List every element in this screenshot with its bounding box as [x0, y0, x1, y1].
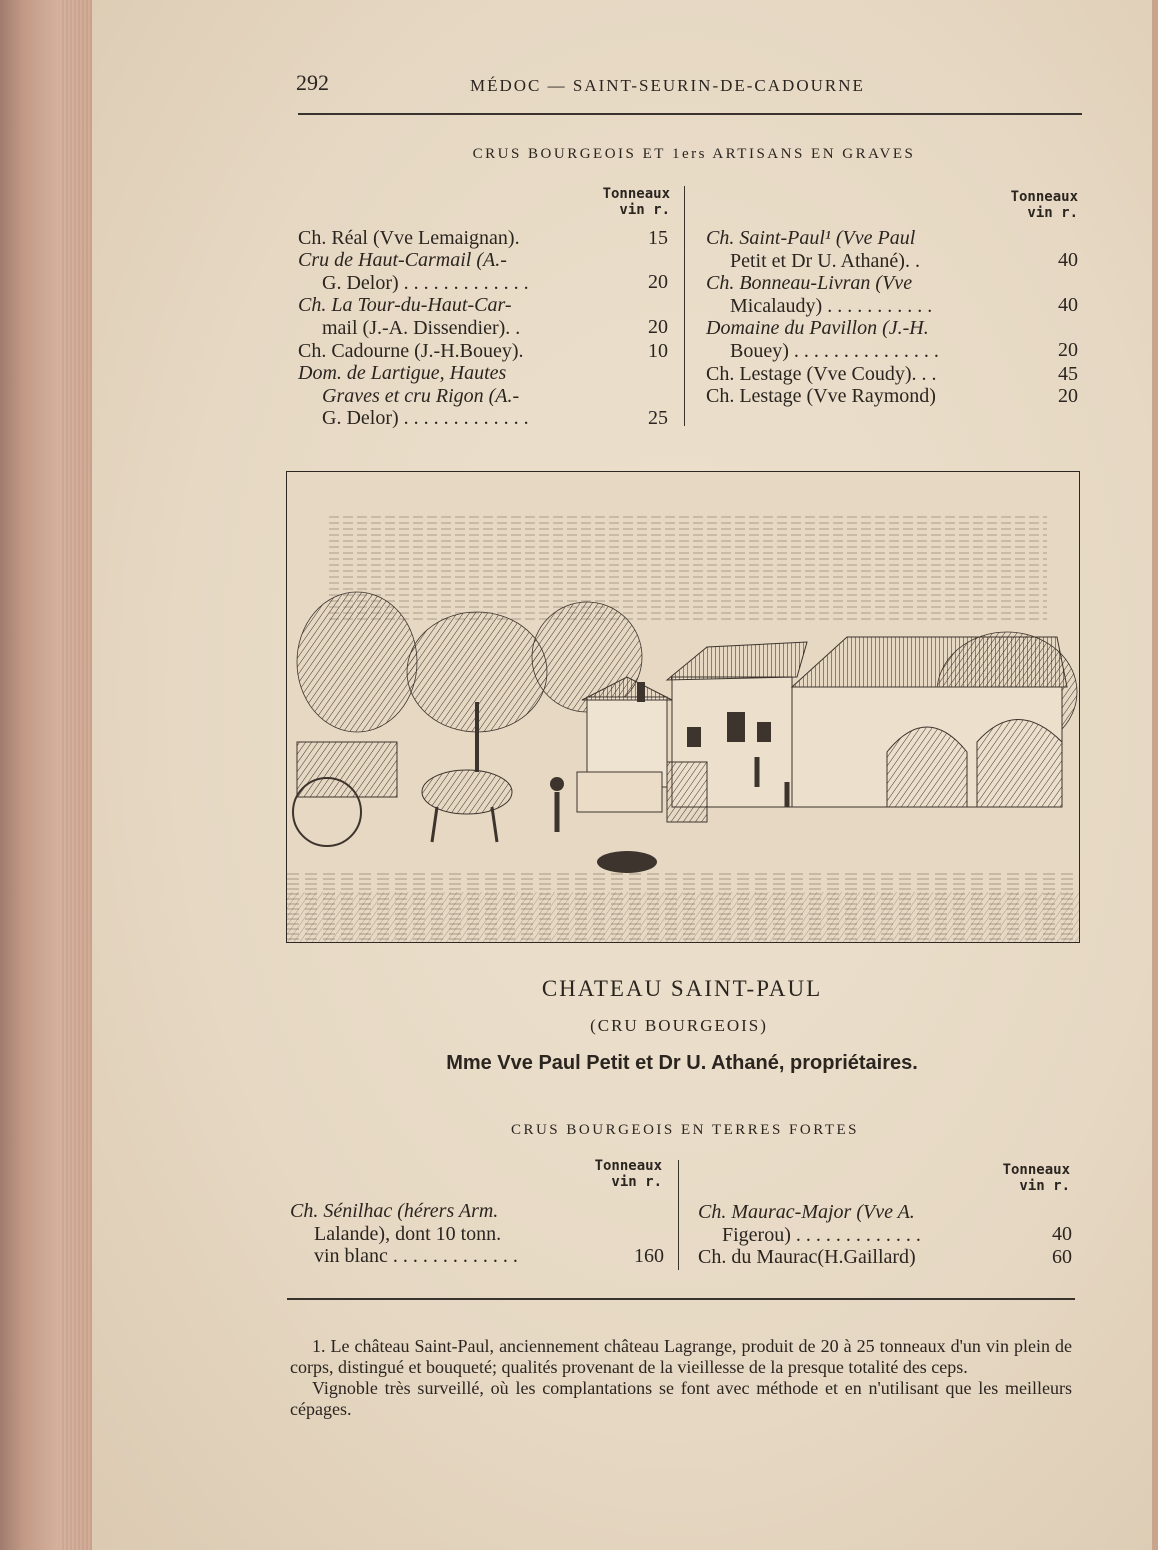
caption-subtitle: (CRU BOURGEOIS)	[590, 1016, 768, 1035]
caption-owner: Mme Vve Paul Petit et Dr U. Athané, propriétaires.	[446, 1052, 918, 1074]
entry-value: 40	[1058, 249, 1078, 271]
entry-line: Micalaudy) . . . . . . . . . . .	[730, 294, 933, 317]
entry-line: Ch. Bonneau-Livran (Vve	[706, 272, 913, 294]
list-item	[298, 294, 668, 339]
entry-line: Ch. Saint-Paul¹ (Vve Paul	[706, 227, 916, 249]
list-item	[706, 272, 1078, 317]
entry-line: Ch. Cadourne (J.-H.Bouey).	[298, 340, 524, 362]
entry-value: 10	[648, 340, 668, 362]
section1-column-divider	[684, 186, 685, 426]
entry-line: Bouey) . . . . . . . . . . . . . . .	[730, 339, 939, 362]
col-head-line: Tonneaux	[602, 186, 670, 202]
col-head-line: vin r.	[619, 202, 670, 218]
entry-line: mail (J.-A. Dissendier). .	[322, 316, 521, 339]
footnote-paragraph: Vignoble très surveillé, où les complantations se font avec méthode et en n'utilisant que les meilleurs cépages.	[290, 1378, 1072, 1419]
entry-line: Lalande), dont 10 tonn.	[314, 1222, 502, 1245]
list-item	[698, 1246, 1072, 1269]
col-head-line: vin r.	[1027, 205, 1078, 221]
entry-line: Ch. La Tour-du-Haut-Car-	[298, 294, 512, 316]
entry-value: 20	[1058, 339, 1078, 361]
entry-value: 20	[648, 271, 668, 293]
col-head-line: Tonneaux	[1010, 189, 1078, 205]
engraving-drawing	[287, 472, 1079, 942]
running-title: MÉDOC — SAINT-SEURIN-DE-CADOURNE	[470, 76, 865, 95]
entry-value: 45	[1058, 363, 1078, 385]
entry-line: Graves et cru Rigon (A.-	[322, 384, 520, 407]
entry-line: Ch. du Maurac(H.Gaillard)	[698, 1246, 916, 1268]
col-head-line: vin r.	[611, 1174, 662, 1190]
footnote	[290, 1336, 1072, 1420]
footnote-rule	[287, 1298, 1075, 1300]
section1-left-column-head	[560, 186, 670, 218]
list-item	[698, 1201, 1072, 1246]
list-item	[298, 227, 668, 250]
entry-value: 20	[648, 316, 668, 338]
entry-line: G. Delor) . . . . . . . . . . . . .	[322, 271, 529, 294]
entry-line: G. Delor) . . . . . . . . . . . . .	[322, 407, 529, 430]
entry-value: 25	[648, 407, 668, 429]
list-item	[706, 363, 1078, 386]
section2-left-column-head	[550, 1158, 662, 1190]
list-item	[706, 317, 1078, 362]
section1-right-column-head	[968, 189, 1078, 221]
entry-line: Ch. Lestage (Vve Coudy). . .	[706, 363, 937, 385]
entry-line: Ch. Réal (Vve Lemaignan).	[298, 227, 520, 249]
section2-heading: CRUS BOURGEOIS EN TERRES FORTES	[510, 1122, 860, 1138]
caption-title: CHATEAU SAINT-PAUL	[541, 976, 823, 1001]
section2-right-column-head	[958, 1162, 1070, 1194]
entry-line: Dom. de Lartigue, Hautes	[298, 362, 507, 384]
list-item	[290, 1200, 664, 1268]
entry-value: 40	[1052, 1223, 1072, 1245]
entry-line: Figerou) . . . . . . . . . . . . .	[722, 1223, 921, 1246]
entry-line: Ch. Maurac-Major (Vve A.	[698, 1201, 915, 1223]
col-head-line: Tonneaux	[1002, 1162, 1070, 1178]
list-item	[706, 227, 1078, 272]
list-item	[298, 362, 668, 430]
entry-value: 60	[1052, 1246, 1072, 1268]
entry-line: Cru de Haut-Carmail (A.-	[298, 249, 507, 271]
col-head-line: vin r.	[1019, 1178, 1070, 1194]
col-head-line: Tonneaux	[594, 1158, 662, 1174]
entry-line: Ch. Sénilhac (hérers Arm.	[290, 1200, 499, 1222]
list-item	[706, 385, 1078, 408]
header-rule	[298, 113, 1082, 115]
list-item	[298, 340, 668, 363]
section1-heading: CRUS BOURGEOIS ET 1ers ARTISANS EN GRAVES	[472, 146, 916, 162]
page-number: 292	[296, 70, 329, 95]
chateau-engraving	[286, 471, 1080, 943]
entry-value: 160	[634, 1245, 664, 1267]
entry-line: vin blanc . . . . . . . . . . . . .	[314, 1245, 518, 1268]
list-item	[298, 249, 668, 294]
entry-line: Ch. Lestage (Vve Raymond)	[706, 385, 936, 407]
entry-line: Petit et Dr U. Athané). .	[730, 249, 920, 272]
book-page-edges	[0, 0, 95, 1550]
entry-value: 15	[648, 227, 668, 249]
entry-line: Domaine du Pavillon (J.-H.	[706, 317, 929, 339]
entry-value: 40	[1058, 294, 1078, 316]
section2-column-divider	[678, 1160, 679, 1270]
footnote-paragraph: 1. Le château Saint-Paul, anciennement château Lagrange, produit de 20 à 25 tonneaux d'un vin plein de corps, distingué et bouqueté; qualités provenant de la vieillesse de la presque totalité des ceps.	[290, 1336, 1072, 1377]
entry-value: 20	[1058, 385, 1078, 407]
